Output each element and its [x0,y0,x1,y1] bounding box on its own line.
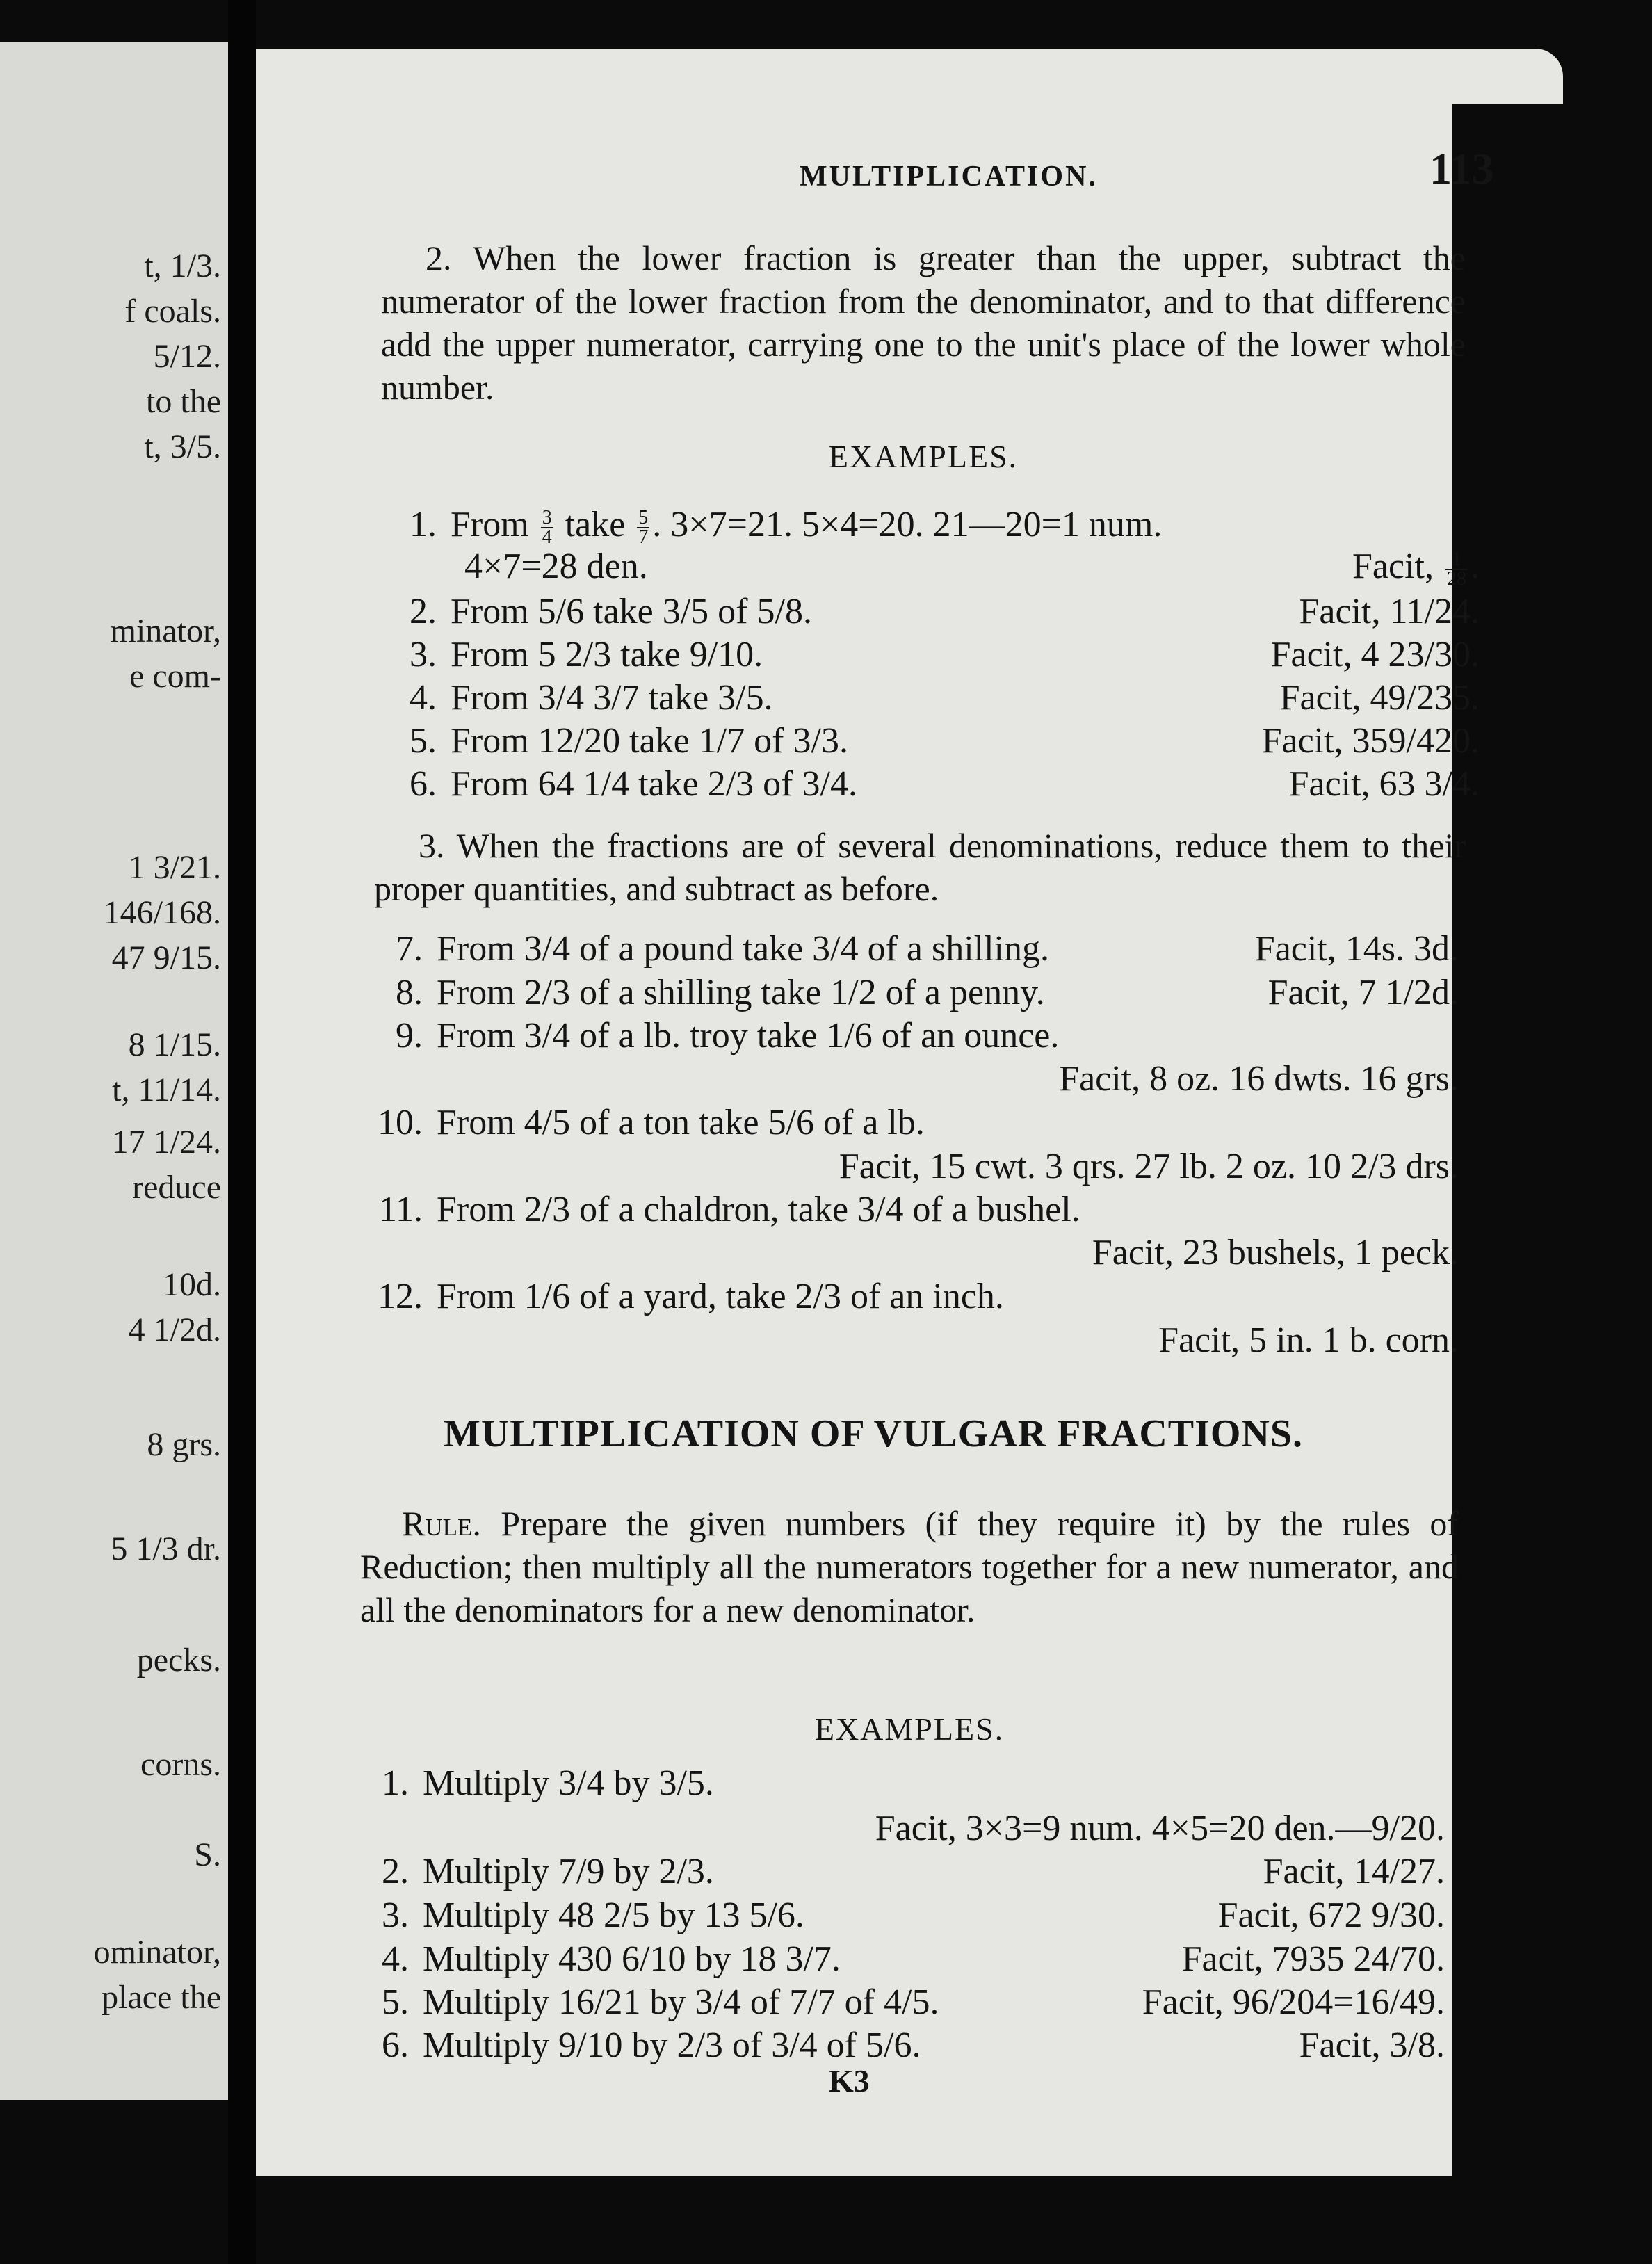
example-number: 1. [382,1763,409,1803]
example-row [381,591,1480,633]
page-edge-shadow [1452,104,1563,2176]
left-line: 4 1/2d. [128,1311,221,1348]
example-row [367,1102,1459,1144]
example-answer: Facit, $\frac{1}{28}$ . [1352,547,1480,590]
rule-text: Prepare the given numbers (if they require it) by the rules of Reduction; then multiply all the numerators together for a new numerator, and all the denominators for a new denominator. [360,1504,1459,1629]
example-answer: Facit, 96/204=16/49. [1142,1982,1445,2022]
example-row [367,928,1459,970]
example-text-part: From [451,505,529,544]
left-line: reduce [132,1169,221,1206]
example-answer: Facit, 15 cwt. 3 qrs. 27 lb. 2 oz. 10 2/3 drs. [839,1147,1459,1186]
example-row [381,634,1480,676]
example-text: From 3/4 3/7 take 3/5. [451,678,773,718]
left-line: 5/12. [153,338,221,375]
left-line: S. [194,1836,221,1873]
example-number: 1. [410,505,437,544]
left-line: t, 11/14. [112,1072,221,1108]
example-row [381,720,1480,762]
example-number: 9. [396,1016,423,1056]
fraction: $\frac{1}{28}$ [1447,549,1466,590]
example-text: From 2/3 of a chaldron, take 3/4 of a bushel. [437,1190,1080,1229]
left-line: 8 grs. [147,1426,221,1463]
example-number: 2. [410,592,437,631]
example-answer: Facit, 63 3/4. [1288,764,1480,804]
fraction: $\frac{3}{4}$ [542,507,552,549]
example-number: 11. [378,1190,423,1229]
example-row [367,1320,1459,1361]
example-number: 4. [410,678,437,718]
example-answer: Facit, 14s. 3d. [1254,929,1459,969]
example-row [367,1189,1459,1231]
example-text: 4×7=28 den. [464,547,648,586]
section-title: MULTIPLICATION OF VULGAR FRACTIONS. [444,1412,1304,1455]
example-row [367,1058,1459,1100]
example-row [353,1895,1445,1936]
example-text: Multiply 7/9 by 2/3. [423,1852,714,1891]
rule-2-paragraph: 2. When the lower fraction is greater than the upper, subtract the numerator of the lower fraction from the denominator, and to that difference add the upper numerator, carrying one to the unit's place of the lower whole number. [381,238,1466,407]
example-row [353,1939,1445,1980]
left-line: minator, [110,613,221,649]
left-line: pecks. [136,1642,221,1679]
book-gutter [228,0,256,2264]
left-page-fragment [0,42,228,2100]
facit-label: Facit, [1352,547,1434,586]
example-row [381,504,1480,549]
example-text: Multiply 48 2/5 by 13 5/6. [423,1895,804,1935]
examples-heading: EXAMPLES. [828,439,1019,474]
example-row [381,677,1480,719]
left-line: 1 3/21. [128,849,221,886]
page-number: 113 [1430,144,1494,193]
example-number: 3. [382,1895,409,1935]
example-answer: Facit, 49/235. [1279,678,1480,718]
example-answer: Facit, 359/420. [1261,721,1480,761]
example-text [451,504,1162,547]
example-number: 5. [382,1982,409,2022]
example-number: 4. [382,1939,409,1979]
example-text: From 5/6 take 3/5 of 5/8. [451,592,812,631]
example-number: 6. [382,2026,409,2065]
example-row [353,2025,1445,2067]
left-line: corns. [140,1746,221,1783]
signature-mark: K3 [829,2063,870,2099]
running-header: MULTIPLICATION. [800,161,1098,193]
example-number: 6. [410,764,437,804]
left-line: 47 9/15. [111,939,221,976]
example-number: 2. [382,1852,409,1891]
left-line: 5 1/3 dr. [111,1530,221,1567]
example-row [367,972,1459,1014]
rule-3-paragraph: 3. When the fractions are of several denominations, reduce them to their proper quantities, and subtract as before. [374,826,1466,908]
example-answer: Facit, 8 oz. 16 dwts. 16 grs. [1059,1059,1459,1099]
example-text: From 5 2/3 take 9/10. [451,635,763,674]
left-line: to the [146,383,221,420]
book-page [256,49,1563,2176]
rule-label: Rule. [402,1504,481,1543]
fraction: $\frac{5}{7}$ [638,507,649,549]
examples-heading: EXAMPLES. [814,1711,1005,1747]
example-text: Multiply 16/21 by 3/4 of 7/7 of 4/5. [423,1982,939,2022]
example-answer: Facit, 7 1/2d. [1268,973,1459,1012]
example-row [353,1808,1445,1850]
left-line: f coals. [124,293,221,330]
example-text-part: . 3×7=21. 5×4=20. 21—20=1 num. [652,505,1163,544]
example-row [381,546,1480,588]
example-row [353,1982,1445,2023]
example-row [367,1146,1459,1188]
left-line: 17 1/24. [111,1124,221,1161]
example-text: From 3/4 of a pound take 3/4 of a shilling. [437,929,1050,969]
example-text: From 3/4 of a lb. troy take 1/6 of an ounce. [437,1016,1060,1056]
left-line: e com- [129,658,221,695]
example-number: 12. [378,1277,423,1316]
example-answer: Facit, 11/24. [1299,592,1480,631]
example-answer: Facit, 14/27. [1263,1852,1445,1891]
example-text: Multiply 9/10 by 2/3 of 3/4 of 5/6. [423,2026,921,2065]
example-row [381,763,1480,805]
example-row [367,1276,1459,1318]
example-number: 8. [396,973,423,1012]
example-answer: Facit, 3×3=9 num. 4×5=20 den.—9/20. [875,1809,1445,1848]
left-line: ominator, [93,1934,221,1971]
example-answer: Facit, 23 bushels, 1 peck. [1092,1233,1459,1272]
example-answer: Facit, 672 9/30. [1217,1895,1445,1935]
example-answer: Facit, 4 23/30. [1270,635,1480,674]
left-line: 10d. [163,1266,221,1303]
left-line: t, 3/5. [144,428,221,465]
example-row [367,1232,1459,1274]
example-number: 5. [410,721,437,761]
example-number: 3. [410,635,437,674]
left-line: t, 1/3. [144,248,221,284]
rule-multiplication-paragraph [360,1502,1459,1631]
example-text: From 1/6 of a yard, take 2/3 of an inch. [437,1277,1004,1316]
example-text-part: take [565,505,626,544]
left-line: place the [102,1979,221,2016]
example-answer: Facit, 3/8. [1299,2026,1445,2065]
example-row [353,1763,1445,1804]
left-line: 8 1/15. [128,1026,221,1063]
example-row [367,1015,1459,1057]
left-line: 146/168. [103,894,221,931]
example-row [353,1851,1445,1893]
example-text: From 2/3 of a shilling take 1/2 of a penny. [437,973,1045,1012]
example-text: From 12/20 take 1/7 of 3/3. [451,721,848,761]
example-text: From 64 1/4 take 2/3 of 3/4. [451,764,857,804]
example-text: From 4/5 of a ton take 5/6 of a lb. [437,1103,925,1142]
example-answer: Facit, 7935 24/70. [1181,1939,1445,1979]
example-number: 10. [378,1103,423,1142]
example-text: Multiply 3/4 by 3/5. [423,1763,714,1803]
example-answer: Facit, 5 in. 1 b. corn. [1158,1320,1459,1360]
example-text: Multiply 430 6/10 by 18 3/7. [423,1939,841,1979]
example-number: 7. [396,929,423,969]
